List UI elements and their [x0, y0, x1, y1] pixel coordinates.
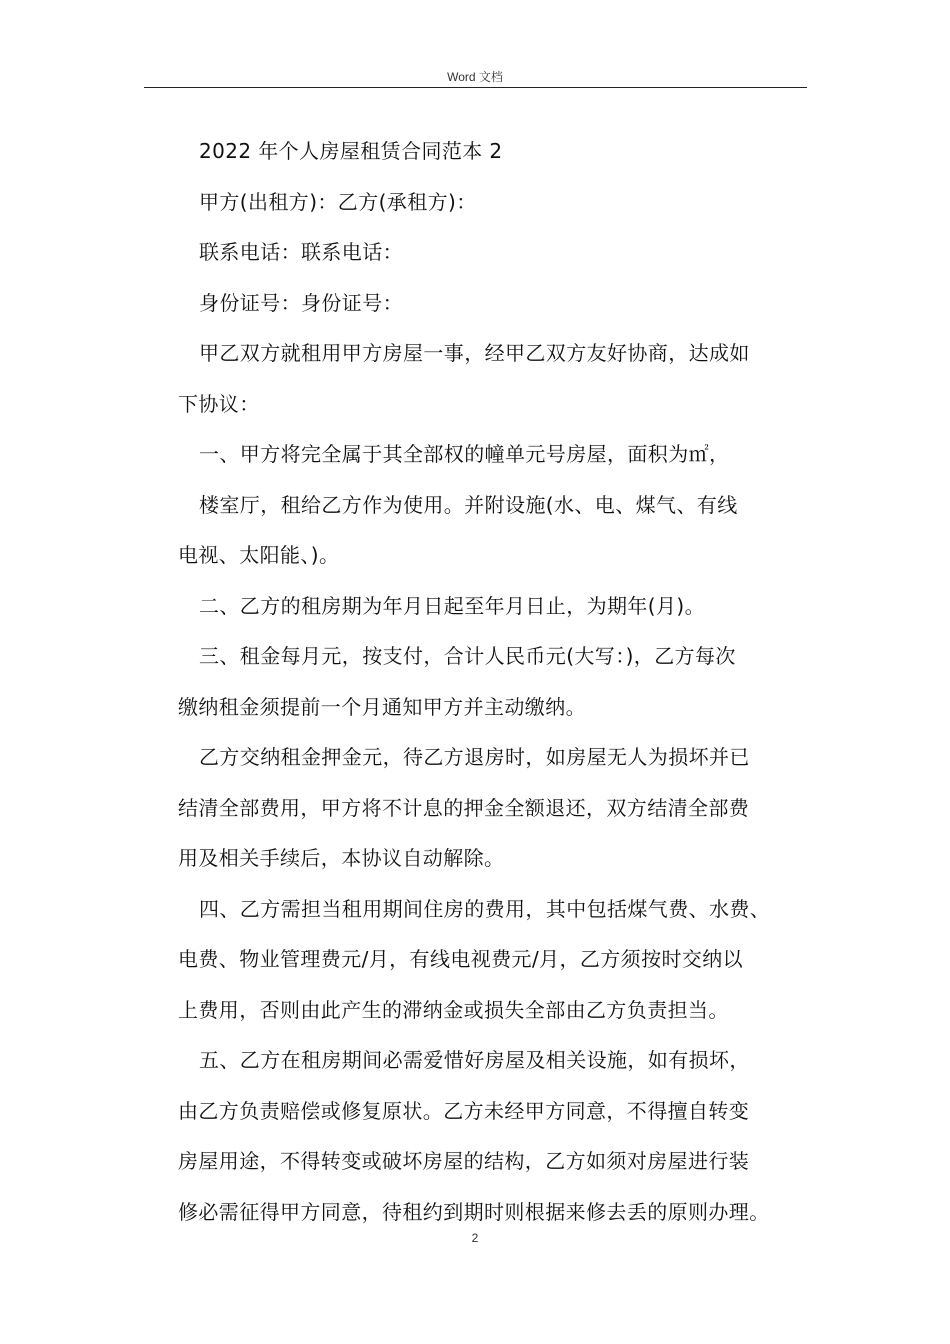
clause-line: 乙方交纳租金押金元，待乙方退房时，如房屋无人为损坏并已	[199, 745, 750, 769]
clause-line: 修必需征得甲方同意，待租约到期时则根据来修去丢的原则办理。	[178, 1199, 770, 1224]
clause-line: 结清全部费用，甲方将不计息的押金全额退还，双方结清全部费	[178, 795, 750, 820]
party-line: 甲方(出租方)：乙方(承租方)：	[199, 189, 477, 214]
document-title: 2022 年个人房屋租赁合同范本 2	[199, 139, 503, 163]
clause-line: 房屋用途，不得转变或破坏房屋的结构，乙方如须对房屋进行装	[178, 1149, 750, 1173]
document-body	[178, 126, 818, 1237]
clause-line: 楼室厅，租给乙方作为使用。并附设施(水、电、煤气、有线	[199, 492, 738, 517]
page-number: 2	[471, 1231, 479, 1245]
clause-line: 电视、太阳能、)。	[178, 543, 340, 567]
id-number-line: 身份证号：身份证号：	[199, 290, 403, 315]
paragraph-line: 下协议：	[178, 391, 260, 416]
clause-line: 一、甲方将完全属于其全部权的幢单元号房屋，面积为㎡，	[199, 442, 730, 466]
clause-line: 电费、物业管理费元/月，有线电视费元/月，乙方须按时交纳以	[178, 947, 744, 971]
clause-line: 用及相关手续后，本协议自动解除。	[178, 846, 505, 870]
paragraph-line: 甲乙双方就租用甲方房屋一事，经甲乙双方友好协商，达成如	[199, 341, 750, 365]
clause-line: 缴纳租金须提前一个月通知甲方并主动缴纳。	[178, 694, 586, 719]
clause-line: 由乙方负责赔偿或修复原状。乙方未经甲方同意，不得擅自转变	[178, 1098, 750, 1123]
clause-line: 二、乙方的租房期为年月日起至年月日止，为期年(月)。	[199, 593, 706, 618]
header-divider	[144, 87, 807, 88]
clause-line: 上费用，否则由此产生的滞纳金或损失全部由乙方负责担当。	[178, 997, 729, 1022]
clause-line: 三、租金每月元，按支付，合计人民币元(大写：)，乙方每次	[199, 644, 736, 668]
clause-line: 五、乙方在租房期间必需爱惜好房屋及相关设施，如有损坏，	[199, 1048, 750, 1072]
page-header-title: Word 文档	[447, 70, 503, 84]
phone-line: 联系电话：联系电话：	[199, 240, 403, 264]
clause-line: 四、乙方需担当租用期间住房的费用，其中包括煤气费、水费、	[199, 896, 771, 921]
